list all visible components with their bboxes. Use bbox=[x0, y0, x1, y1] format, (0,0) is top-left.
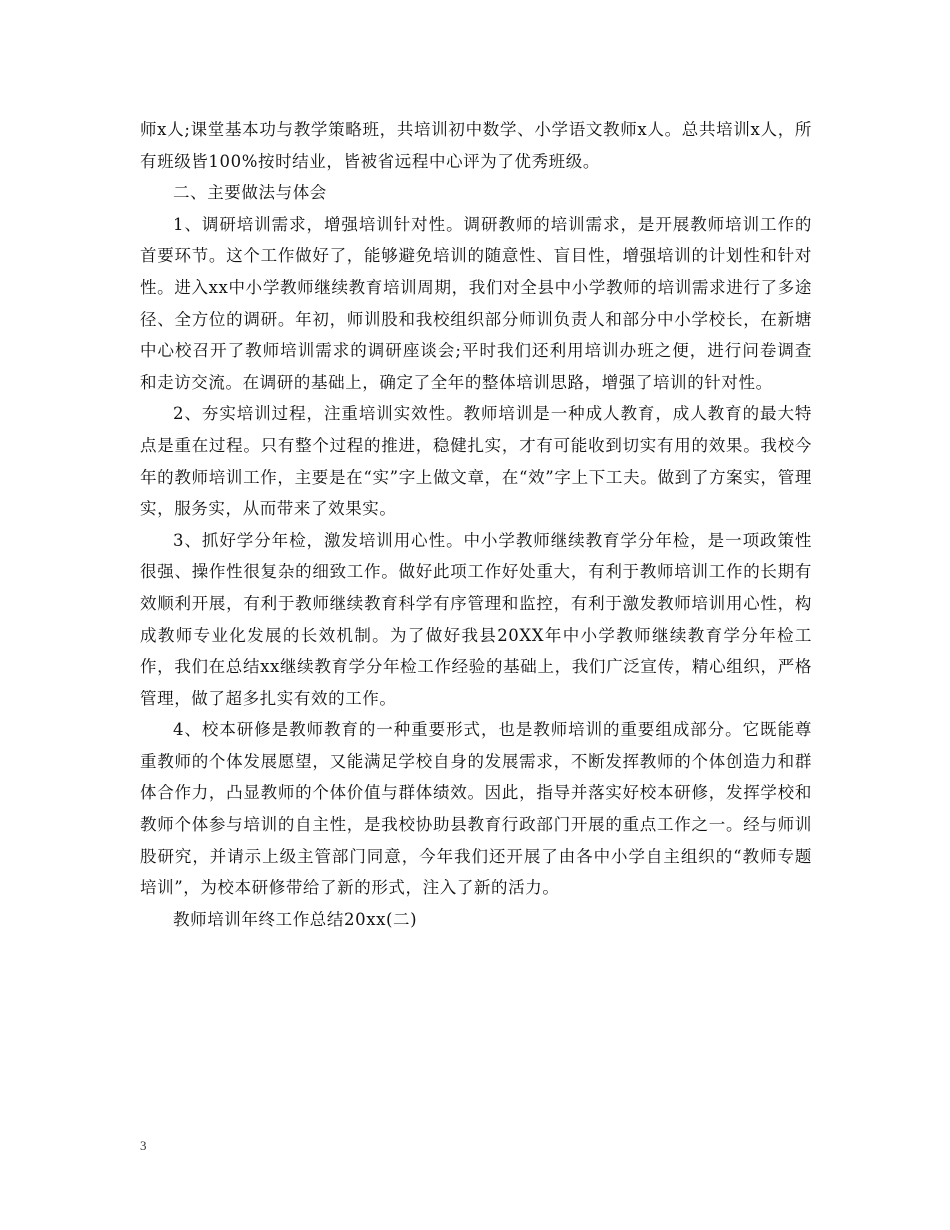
subtitle-line: 教师培训年终工作总结20xx(二) bbox=[173, 909, 418, 929]
document-body bbox=[140, 114, 812, 935]
paragraph-continuation: 师x人;课堂基本功与教学策略班，共培训初中数学、小学语文教师x人。总共培训x人，所有班级皆100%按时结业，皆被省远程中心评为了优秀班级。 bbox=[140, 120, 812, 171]
paragraph-2: 2、夯实培训过程，注重培训实效性。教师培训是一种成人教育，成人教育的最大特点是重在过程。只有整个过程的推进，稳健扎实，才有可能收到切实有用的效果。我校今年的教师培训工作，主要是在“实”字上做文章，在“效”字上下工夫。做到了方案实，管理实，服务实，从而带来了效果实。 bbox=[140, 404, 812, 519]
paragraph-1: 1、调研培训需求，增强培训针对性。调研教师的培训需求，是开展教师培训工作的首要环节。这个工作做好了，能够避免培训的随意性、盲目性，增强培训的计划性和针对性。进入xx中小学教师继续教育培训周期，我们对全县中小学教师的培训需求进行了多途径、全方位的调研。年初，师训股和我校组织部分师训负责人和部分中小学校长，在新塘中心校召开了教师培训需求的调研座谈会;平时我们还利用培训办班之便，进行问卷调查和走访交流。在调研的基础上，确定了全年的整体培训思路，增强了培训的针对性。 bbox=[140, 214, 812, 392]
paragraph-3: 3、抓好学分年检，激发培训用心性。中小学教师继续教育学分年检，是一项政策性很强、操作性很复杂的细致工作。做好此项工作好处重大，有利于教师培训工作的长期有效顺利开展，有利于教师继续教育科学有序管理和监控，有利于激发教师培训用心性，构成教师专业化发展的长效机制。为了做好我县20XX年中小学教师继续教育学分年检工作，我们在总结xx继续教育学分年检工作经验的基础上，我们广泛宣传，精心组织，严格管理，做了超多扎实有效的工作。 bbox=[140, 530, 812, 708]
paragraph-4: 4、校本研修是教师教育的一种重要形式，也是教师培训的重要组成部分。它既能尊重教师的个体发展愿望，又能满足学校自身的发展需求，不断发挥教师的个体创造力和群体合作力，凸显教师的个体价值与群体绩效。因此，指导并落实好校本研修，发挥学校和教师个体参与培训的自主性，是我校协助县教育行政部门开展的重点工作之一。经与师训股研究，并请示上级主管部门同意，今年我们还开展了由各中小学自主组织的“教师专题培训”，为校本研修带给了新的形式，注入了新的活力。 bbox=[140, 720, 812, 898]
page-number: 3 bbox=[140, 1138, 147, 1153]
section-heading: 二、主要做法与体会 bbox=[173, 183, 327, 203]
